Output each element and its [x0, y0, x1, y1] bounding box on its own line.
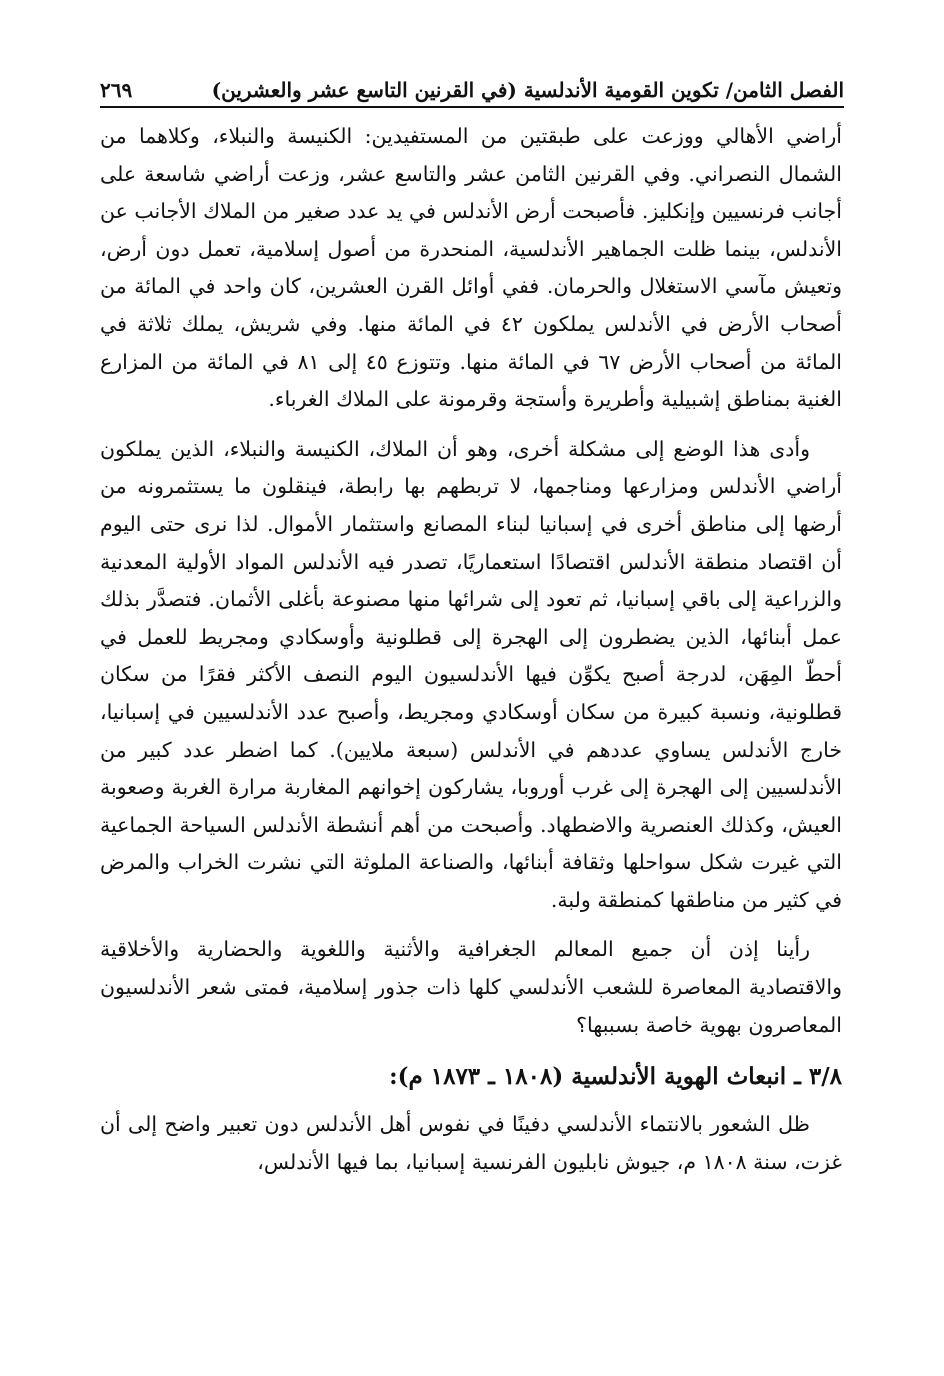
paragraph-gap — [100, 419, 842, 431]
paragraph-3: رأينا إذن أن جميع المعالم الجغرافية والأثنية واللغوية والحضارية والأخلاقية والاقتصادية المعاصرة للشعب الأندلسي كلها ذات جذور إسلامية، فمتى شعر الأندلسيون المعاصرون بهوية خاصة بسببها؟ — [100, 937, 842, 1037]
page-number: ٢٦٩ — [100, 78, 133, 102]
page-header — [100, 62, 844, 108]
paragraph-gap — [100, 919, 842, 931]
page-body — [100, 118, 842, 1181]
paragraph-4: ظل الشعور بالانتماء الأندلسي دفينًا في نفوس أهل الأندلس دون تعبير واضح إلى أن غزت، سنة ١٨٠٨ م، جيوش نابليون الفرنسية إسبانيا، بما فيها الأندلس، — [100, 1112, 842, 1174]
paragraph-1: أراضي الأهالي ووزعت على طبقتين من المستفيدين: الكنيسة والنبلاء، وكلاهما من الشمال النصراني. وفي القرنين الثامن عشر والتاسع عشر، وزعت أراضي شاسعة على أجانب فرنسيين وإنكليز. فأصبحت أرض الأندلس في يد عدد صغير من الملاك الأجانب عن الأندلس، بينما ظلت الجماهير الأندلسية، المنحدرة من أصول إسلامية، تعمل دون أرض، وتعيش مآسي الاستغلال والحرمان. ففي أوائل القرن العشرين، كان واحد في المائة من أصحاب الأرض في الأندلس يملكون ٤٢ في المائة منها. وفي شريش، يملك ثلاثة في المائة من أصحاب الأرض ٦٧ في المائة منها. وتتوزع ٤٥ إلى ٨١ في المائة من المزارع الغنية بمناطق إشبيلية وأطريرة وأستجة وقرمونة على الملاك الغرباء. — [100, 124, 842, 412]
running-title: الفصل الثامن/ تكوين القومية الأندلسية (في القرنين التاسع عشر والعشرين) — [211, 78, 844, 102]
paragraph-2: وأدى هذا الوضع إلى مشكلة أخرى، وهو أن الملاك، الكنيسة والنبلاء، الذين يملكون أراضي الأندلس ومزارعها ومناجمها، لا تربطهم بها رابطة، فينقلون ما يستثمرونه من أرضها إلى مناطق أخرى في إسبانيا لبناء المصانع واستثمار الأموال. لذا نرى حتى اليوم أن اقتصاد منطقة الأندلس اقتصادًا استعماريًا، تصدر فيه الأندلس المواد الأولية المعدنية والزراعية إلى باقي إسبانيا، ثم تعود إلى شرائها منها مصنوعة بأغلى الأثمان. فتصدَّر بذلك عمل أبنائها، الذين يضطرون إلى الهجرة إلى قطلونية وأوسكادي ومجريط للعمل في أحطّ المِهَن، لدرجة أصبح يكوِّن فيها الأندلسيون اليوم النصف الأكثر فقرًا من سكان قطلونية، ونسبة كبيرة من سكان أوسكادي ومجريط، وأصبح عدد الأندلسيين في إسبانيا، خارج الأندلس يساوي عددهم في الأندلس (سبعة ملايين). كما اضطر عدد كبير من الأندلسيين إلى الهجرة إلى غرب أوروبا، يشاركون إخوانهم المغاربة مرارة الغربة وصعوبة العيش، وكذلك العنصرية والاضطهاد. وأصبحت من أهم أنشطة الأندلس السياحة الجماعية التي غيرت شكل سواحلها وثقافة أبنائها، والصناعة الملوثة التي نشرت الخراب والمرض في كثير من مناطقها كمنطقة ولبة. — [100, 436, 842, 912]
section-heading: ٣/٨ ـ انبعاث الهوية الأندلسية (١٨٠٨ ـ ١٨٧٣ م): — [389, 1063, 842, 1091]
